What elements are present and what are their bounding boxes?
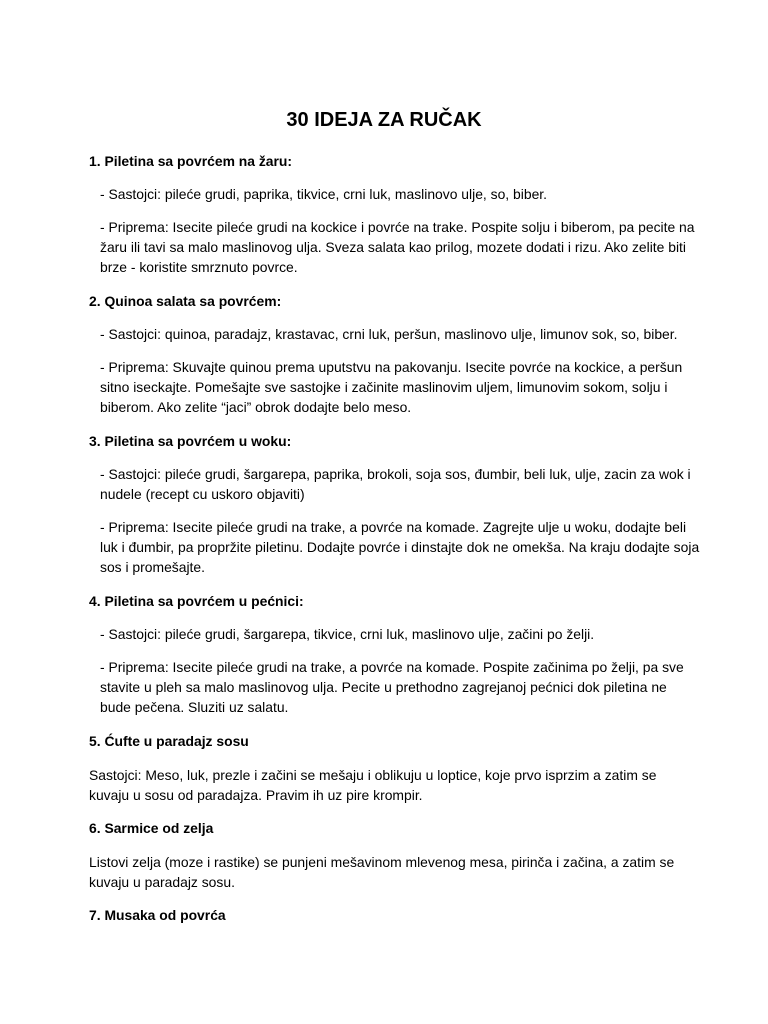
section-3-heading: 3. Piletina sa povrćem u woku: — [89, 433, 292, 449]
document-title: 30 IDEJA ZA RUČAK — [286, 109, 482, 131]
section-1-ingredients: - Sastojci: pileće grudi, paprika, tikvice, crni luk, maslinovo ulje, so, biber. — [100, 186, 548, 202]
section-4-preparation: - Priprema: Isecite pileće grudi na trake, a povrće na komade. Pospite začinima po želji, pa sve stavite u pleh sa malo maslinovog ulja. Pecite u prethodno zagrejanoj pećnici dok piletina ne bude pečena. Sluziti uz salatu. — [100, 659, 684, 715]
section-6-text: Listovi zelja (moze i rastike) se punjeni mešavinom mlevenog mesa, pirinča i začina, a zatim se kuvaju u paradajz sosu. — [89, 854, 675, 890]
section-4-ingredients: - Sastojci: pileće grudi, šargarepa, tikvice, crni luk, maslinovo ulje, začini po želji. — [100, 626, 595, 642]
section-7-heading: 7. Musaka od povrća — [89, 907, 226, 923]
section-4-heading: 4. Piletina sa povrćem u pećnici: — [89, 593, 304, 609]
section-2-ingredients: - Sastojci: quinoa, paradajz, krastavac, crni luk, peršun, maslinovo ulje, limunov sok, so, biber. — [100, 326, 678, 342]
section-1-heading: 1. Piletina sa povrćem na žaru: — [89, 153, 293, 169]
section-5-heading: 5. Ćufte u paradajz sosu — [89, 733, 249, 749]
section-6-heading: 6. Sarmice od zelja — [89, 820, 214, 836]
section-1-preparation: - Priprema: Isecite pileće grudi na kockice i povrće na trake. Pospite solju i biberom, pa pecite na žaru ili tavi sa malo maslinovog ulja. Sveza salata kao prilog, mozete dodati i rizu. Ako zelite biti brze - koristite smrznuto povrce. — [100, 219, 695, 275]
section-3-preparation: - Priprema: Isecite pileće grudi na trake, a povrće na komade. Zagrejte ulje u woku, dodajte beli luk i đumbir, pa propržite piletinu. Dodajte povrće i dinstajte dok ne omekša. Na kraju dodajte soja sos i promešajte. — [100, 519, 700, 575]
section-2-preparation: - Priprema: Skuvajte quinou prema uputstvu na pakovanju. Isecite povrće na kockice, a peršun sitno iseckajte. Pomešajte sve sastojke i začinite maslinovim uljem, limunovim sokom, solju i biberom. Ako zelite “jaci” obrok dodajte belo meso. — [100, 359, 683, 415]
section-2-heading: 2. Quinoa salata sa povrćem: — [89, 293, 282, 309]
section-3-ingredients: - Sastojci: pileće grudi, šargarepa, paprika, brokoli, soja sos, đumbir, beli luk, ulje, zacin za wok i nudele (recept cu uskoro objaviti) — [100, 466, 691, 502]
section-5-text: Sastojci: Meso, luk, prezle i začini se mešaju i oblikuju u loptice, koje prvo isprzim a zatim se kuvaju u sosu od paradajza. Pravim ih uz pire krompir. — [89, 767, 657, 803]
